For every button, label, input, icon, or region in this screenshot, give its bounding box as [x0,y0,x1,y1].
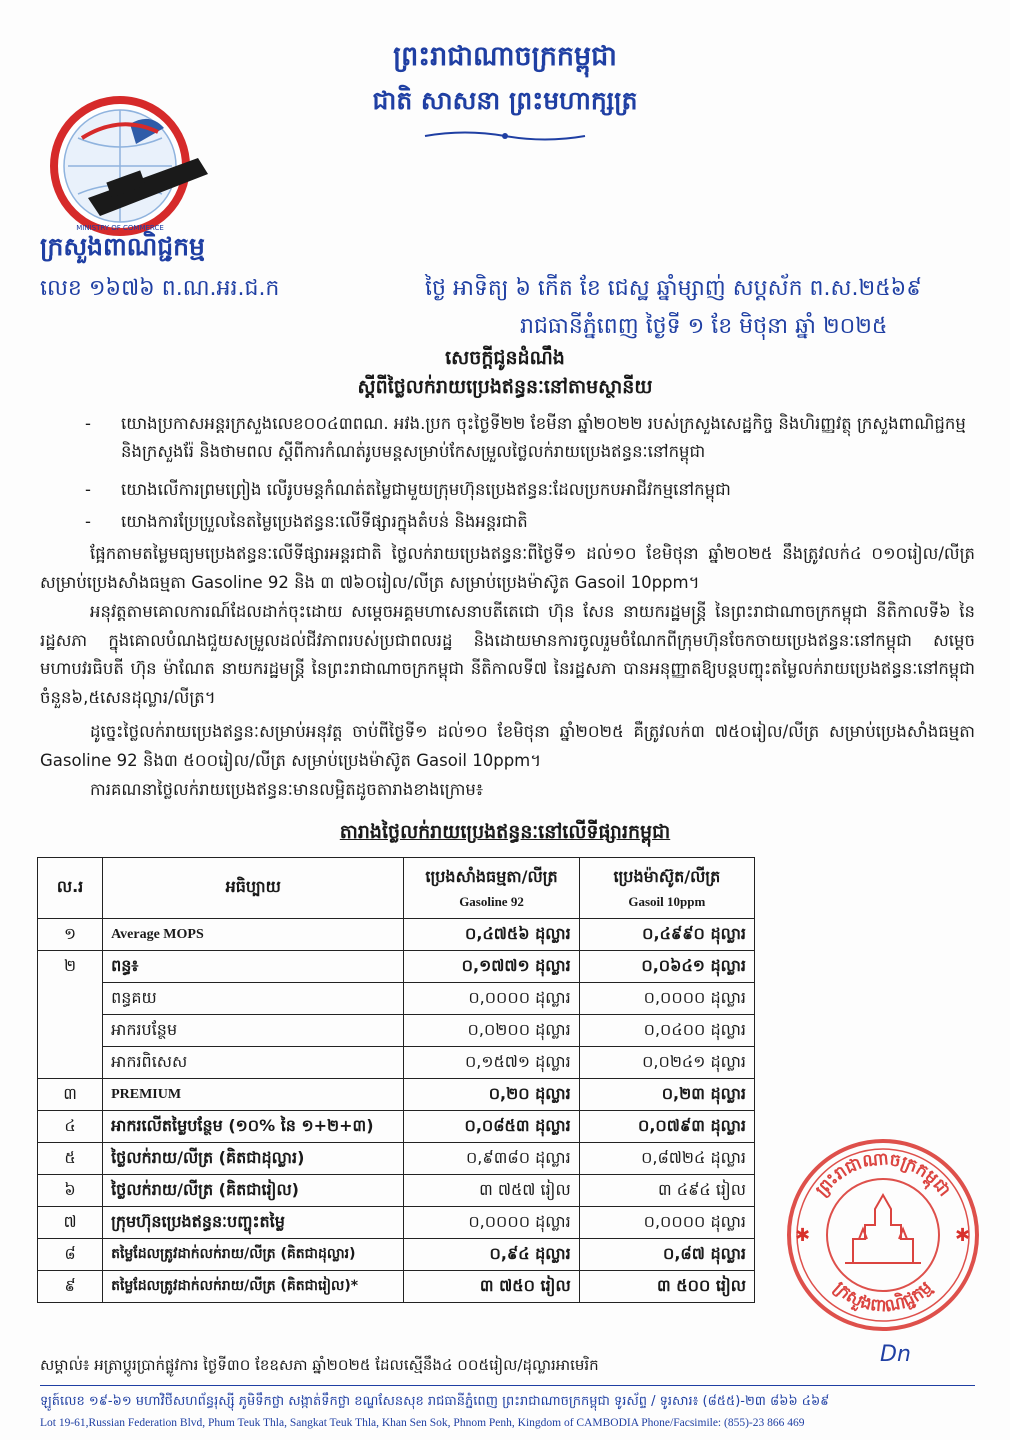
ornament-divider [420,128,590,142]
table-row: ២ ពន្ធ៖ ០,១៧៧១ ដុល្លារ ០,០៦៤១ ដុល្លារ [38,951,755,983]
body-paragraph: ផ្អែកតាមតម្លៃមធ្យមប្រេងឥន្ធនៈលើទីផ្សារអន្តរជាតិ ថ្លៃលក់រាយប្រេងឥន្ធនៈពីថ្ងៃទី១ ដល់១០ ខែមិថុនា ឆ្នាំ២០២៥ នឹងត្រូវលក់៤ ០១០រៀល/លីត្រ សម្រាប់ប្រេងសាំងធម្មតា Gasoline 92 និង ៣ ៧៦០រៀល/លីត្រ សម្រាប់ប្រេងម៉ាស៊ូត Gasoil 10ppm។ [40,544,975,592]
footer-divider [40,1385,975,1386]
column-header-description: អធិប្បាយ [103,858,404,919]
lunar-date: ថ្ងៃ អាទិត្យ ៦ កើត ខែ ជេស្ឋ ឆ្នាំម្សាញ់ សប្តស័ក ព.ស.២៥៦៩ [425,276,922,301]
svg-text:✱: ✱ [955,1225,971,1246]
table-row: ៣ PREMIUM ០,២០ ដុល្លារ ០,២៣ ដុល្លារ [38,1079,755,1111]
body-paragraph: អនុវត្តតាមគោលការណ៍ដែលដាក់ចុះដោយ សម្តេចអគ្គមហាសេនាបតីតេជោ ហ៊ុន សែន នាយករដ្ឋមន្ត្រី នៃព្រះរាជាណាចក្រកម្ពុជា នីតិកាលទី៦ នៃរដ្ឋសភា ក្នុងគោលបំណងជួយសម្រួលដល់ជីវភាពរបស់ប្រជាពលរដ្ឋ និងដោយមានការចូលរួមចំណែកពីក្រុមហ៊ុនចែកចាយប្រេងឥន្ធនៈនៅកម្ពុជា សម្តេចមហាបវរធិបតី ហ៊ុន ម៉ាណែត នាយករដ្ឋមន្ត្រី នៃព្រះរាជាណាចក្រកម្ពុជា នីតិកាលទី៧ នៃរដ្ឋសភា បានអនុញ្ញាតឱ្យបន្តបញ្ចុះតម្លៃលក់រាយប្រេងឥន្ធនៈនៅកម្ពុជាចំនួន៦,៥សេនដុល្លារ/លីត្រ។ [40,602,975,707]
table-row: ៥ ថ្លៃលក់រាយ/លីត្រ (គិតជាដុល្លារ) ០,៩៣៨០ ដុល្លារ ០,៨៧២៤ ដុល្លារ [38,1143,755,1175]
body-paragraph: ការគណនាថ្លៃលក់រាយប្រេងឥន្ធនៈមានលម្អិតដូចតារាងខាងក្រោម៖ [90,780,484,799]
table-row: អាករពិសេស ០,១៥៧១ ដុល្លារ ០,០២៤១ ដុល្លារ [38,1047,755,1079]
national-motto: ជាតិ សាសនា ព្រះមហាក្សត្រ [372,86,638,115]
reference-bullet: - យោងលើការព្រមព្រៀង លើរូបមន្តកំណត់តម្លៃជាមួយក្រុមហ៊ុនប្រេងឥន្ធនៈដែលប្រកបអាជីវកម្មនៅកម្ពុជា [85,480,731,499]
footer-address-english: Lot 19-61,Russian Federation Blvd, Phum Teuk Thla, Sangkat Teuk Thla, Khan Sen Sok, Phnom Penh, Kingdom of CAMBODIA Phone/Facsimile: (855)-23 866 469 [40,1417,805,1429]
table-row: ១ Average MOPS ០,៤៧៥៦ ដុល្លារ ០,៤៩៩០ ដុល្លារ [38,919,755,951]
document-subject: ស្តីពីថ្លៃលក់រាយប្រេងឥន្ធនៈនៅតាមស្ថានីយ [357,376,653,398]
table-row: ៩ តម្លៃដែលត្រូវដាក់លក់រាយ/លីត្រ (គិតជារៀល)* ៣ ៧៥០ រៀល ៣ ៥០០ រៀល [38,1271,755,1303]
ministry-logo [38,78,228,238]
svg-text:MINISTRY OF COMMERCE: MINISTRY OF COMMERCE [76,224,164,232]
table-row: ៤ អាករលើតម្លៃបន្ថែម (១០% នៃ ១+២+៣) ០,០៨៥៣ ដុល្លារ ០,០៧៩៣ ដុល្លារ [38,1111,755,1143]
solar-date: រាជធានីភ្នំពេញ ថ្ងៃទី ១ ខែ មិថុនា ឆ្នាំ ២០២៥ [520,314,888,339]
reference-number: លេខ ១៦៧៦ ព.ណ.អរ.ជ.ក [40,276,280,301]
column-header-no: ល.រ [38,858,103,919]
table-row: ៦ ថ្លៃលក់រាយ/លីត្រ (គិតជារៀល) ៣ ៧៥៧ រៀល ៣ ៤៩៤ រៀល [38,1175,755,1207]
body-paragraph: ដូច្នេះថ្លៃលក់រាយប្រេងឥន្ធនៈសម្រាប់អនុវត្ត ចាប់ពីថ្ងៃទី១ ដល់១០ ខែមិថុនា ឆ្នាំ២០២៥ គឺត្រូវលក់៣ ៧៥០រៀល/លីត្រ សម្រាប់ប្រេងសាំងធម្មតា Gasoline 92 និង៣ ៥០០រៀល/លីត្រ សម្រាប់ប្រេងម៉ាស៊ូត Gasoil 10ppm។ [40,722,975,770]
kingdom-heading: ព្រះរាជាណាចក្រកម្ពុជា [393,41,617,72]
svg-text:ក្រសួងពាណិជ្ជកម្ម: ក្រសួងពាណិជ្ជកម្ម [829,1277,937,1317]
table-title: តារាងថ្លៃលក់រាយប្រេងឥន្ធនៈនៅលើទីផ្សារកម្ពុជា [339,821,671,843]
footer-address-khmer: ឡូត៍លេខ ១៩-៦១ មហាវិថីសហព័ន្ធរុស្ស៊ី ភូមិទឹកថ្លា សង្កាត់ទឹកថ្លា ខណ្ឌសែនសុខ រាជធានីភ្នំពេញ ព្រះរាជាណាចក្រកម្ពុជា ទូរស័ព្ទ / ទូរសារ៖ (៨៥៥)-២៣ ៨៦៦ ៤៦៩ [40,1394,830,1409]
column-header-gasoil: ប្រេងម៉ាស៊ូត/លីត្រ Gasoil 10ppm [579,858,754,919]
signature: Dn [880,1342,911,1367]
exchange-rate-note: សម្គាល់៖ អត្រាប្តូរប្រាក់ផ្លូវការ ថ្ងៃទី៣០ ខែឧសភា ឆ្នាំ២០២៥ ដែលស្មើនឹង៤ ០០៥រៀល/ដុល្លារអាមេរិក [40,1356,599,1374]
ministry-name: ក្រសួងពាណិជ្ជកម្ម [40,232,205,261]
fuel-price-table [37,857,755,1303]
reference-bullet: - យោងការប្រែប្រួលនៃតម្លៃប្រេងឥន្ធនៈលើទីផ្សារក្នុងតំបន់ និងអន្តរជាតិ [85,512,528,531]
svg-text:ព្រះរាជាណាចក្រកម្ពុជា: ព្រះរាជាណាចក្រកម្ពុជា [811,1149,955,1201]
document-title: សេចក្តីជូនដំណឹង [445,347,565,369]
official-seal-stamp [783,1135,983,1335]
table-row: ៧ ក្រុមហ៊ុនប្រេងឥន្ធនៈបញ្ចុះតម្លៃ ០,០០០០ ដុល្លារ ០,០០០០ ដុល្លារ [38,1207,755,1239]
table-row: អាករបន្ថែម ០,០២០០ ដុល្លារ ០,០៤០០ ដុល្លារ [38,1015,755,1047]
svg-text:✱: ✱ [795,1225,811,1246]
table-header-row [38,858,755,919]
table-row: ៨ តម្លៃដែលត្រូវដាក់លក់រាយ/លីត្រ (គិតជាដុល្លារ) ០,៩៤ ដុល្លារ ០,៨៧ ដុល្លារ [38,1239,755,1271]
reference-bullet: - យោងប្រកាសអន្តរក្រសួងលេខ០០៤៣ពណ. អវង.ប្រក ចុះថ្ងៃទី២២ ខែមីនា ឆ្នាំ២០២២ របស់ក្រសួងសេដ្ឋកិច្ច និងហិរញ្ញវត្ថុ ក្រសួងពាណិជ្ជកម្ម និងក្រសួងរ៉ែ និងថាមពល ស្តីពីការកំណត់រូបមន្តសម្រាប់កែសម្រួលថ្លៃលក់រាយប្រេងឥន្ធនៈនៅកម្ពុជា [85,414,966,461]
table-row: ពន្ធគយ ០,០០០០ ដុល្លារ ០,០០០០ ដុល្លារ [38,983,755,1015]
column-header-gasoline: ប្រេងសាំងធម្មតា/លីត្រ Gasoline 92 [404,858,579,919]
